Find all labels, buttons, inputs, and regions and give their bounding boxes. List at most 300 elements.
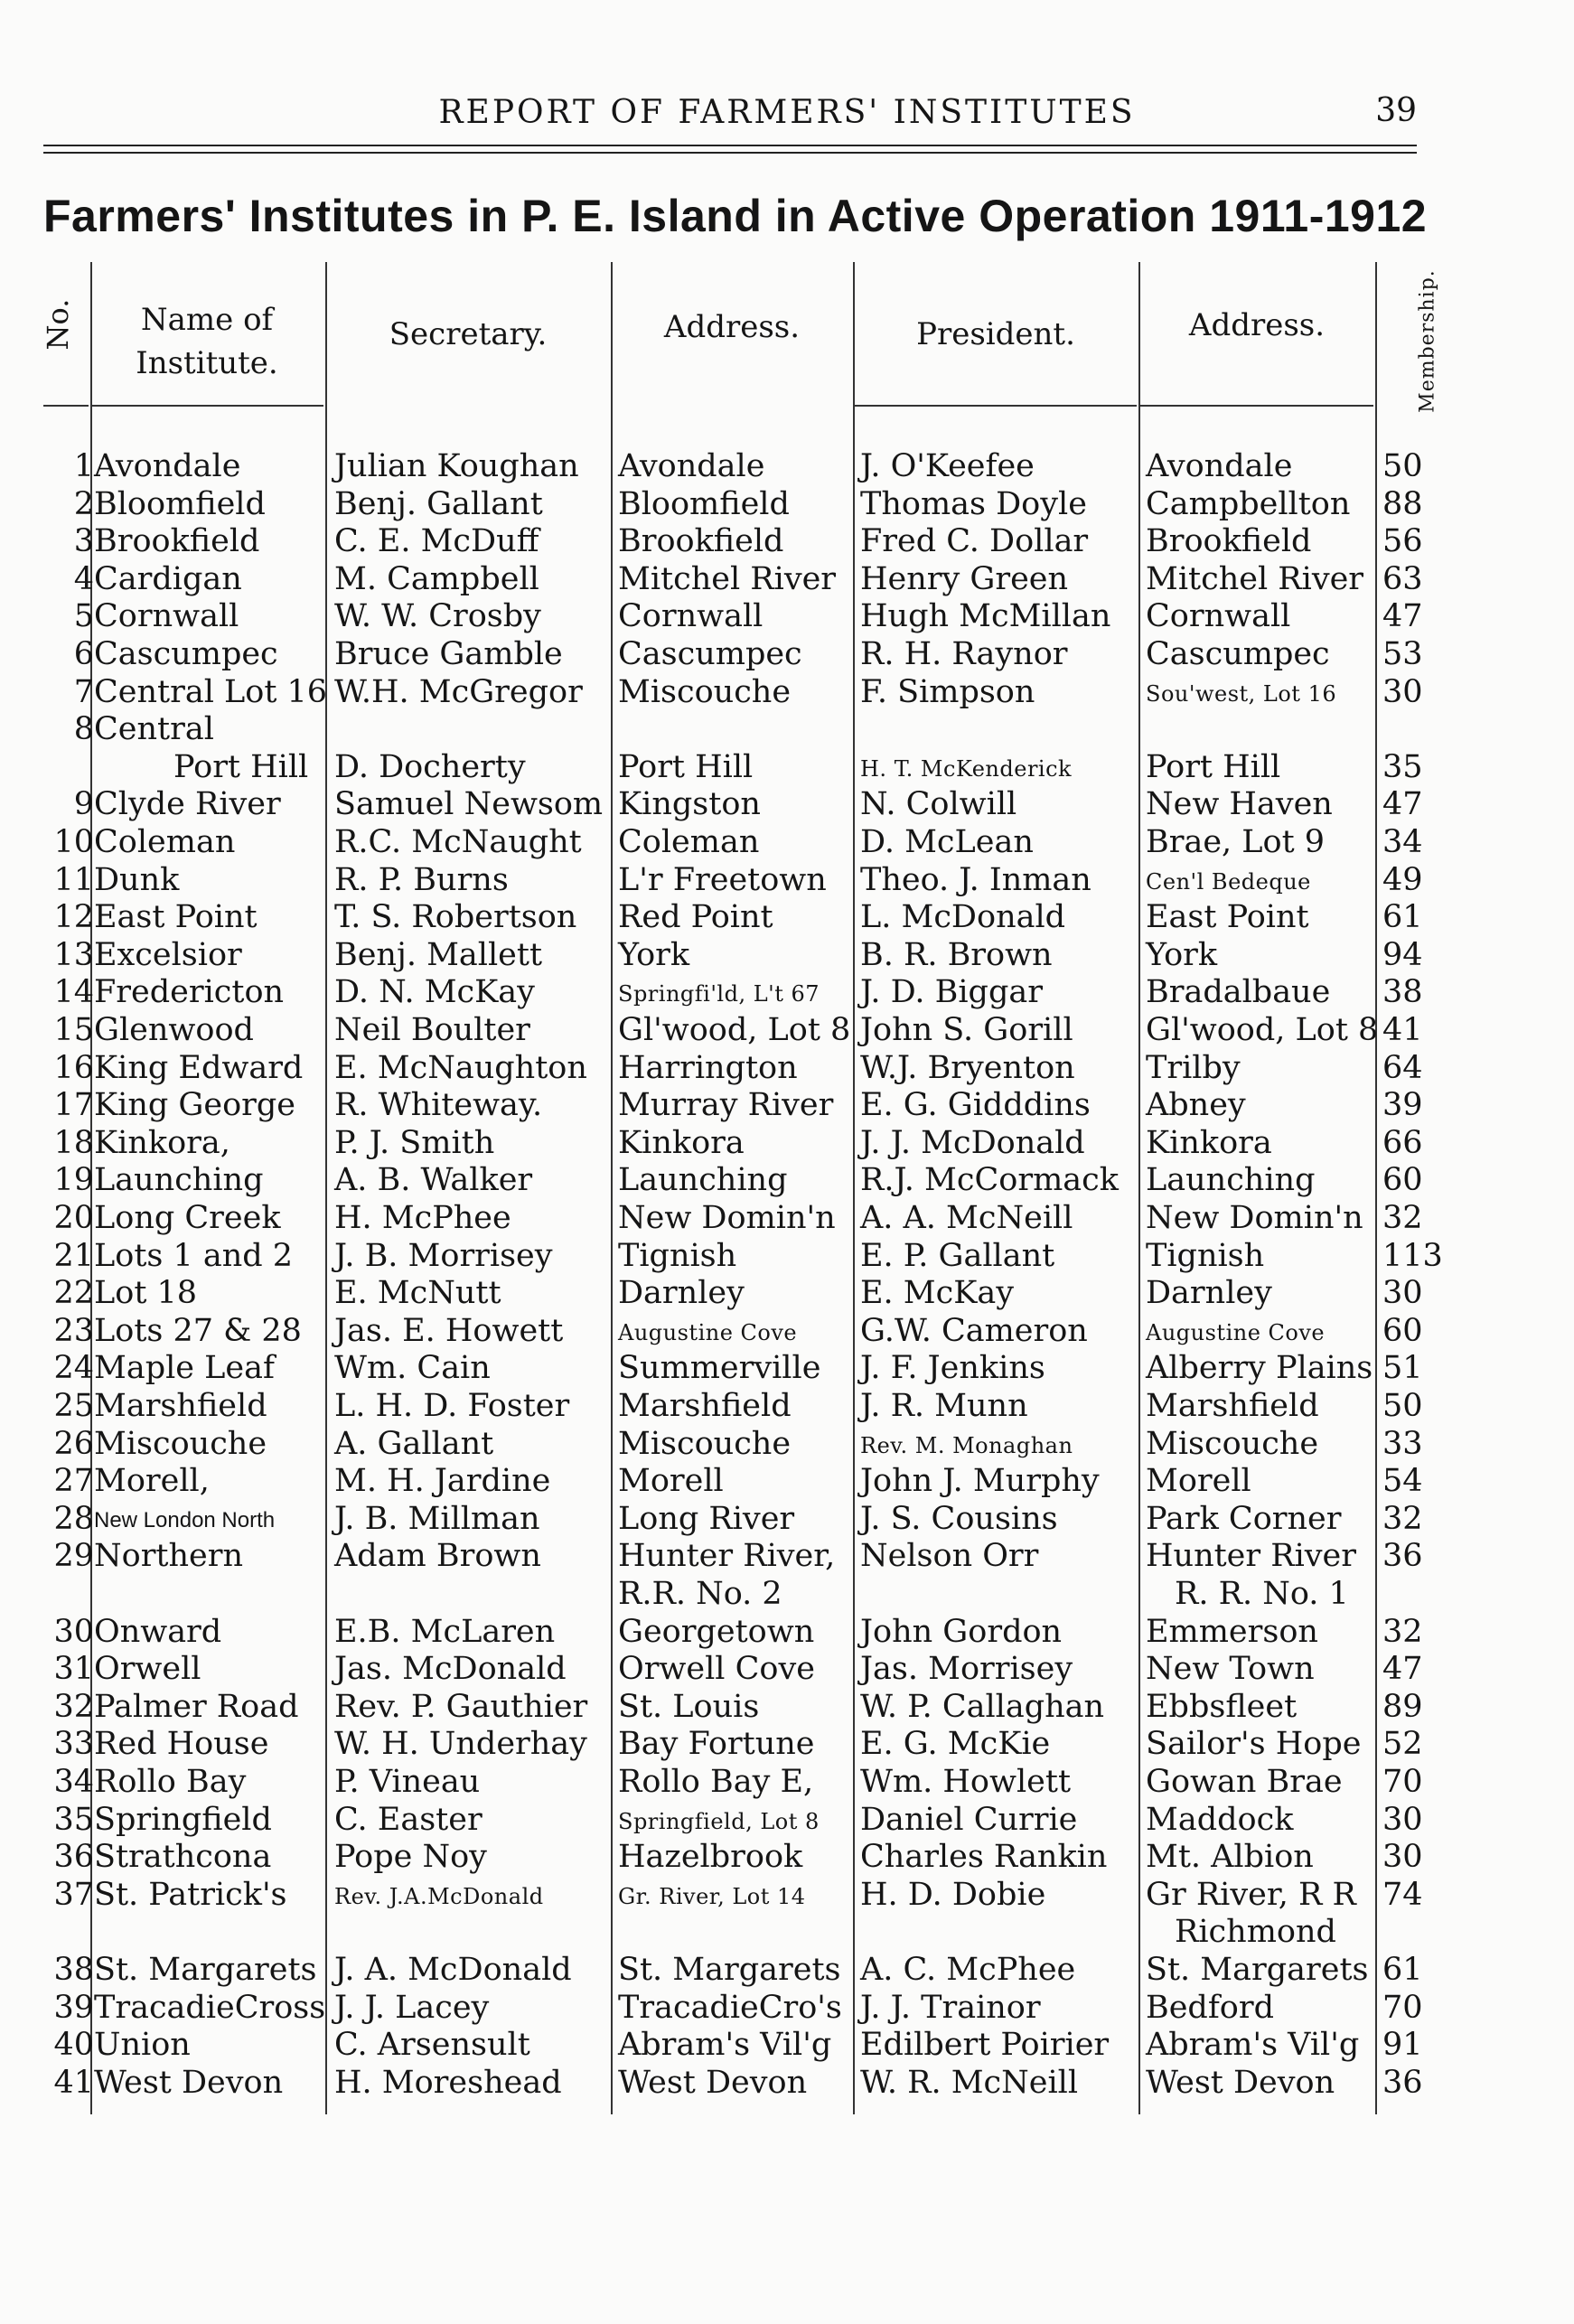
row-number: 25 — [53, 1388, 94, 1424]
membership-count: 89 — [1382, 1688, 1423, 1725]
president-name: A. C. McPhee — [860, 1952, 1076, 1988]
row-number: 6 — [73, 636, 94, 672]
table-row — [0, 561, 1574, 599]
secretary-name: L. H. D. Foster — [334, 1388, 570, 1424]
table-row — [0, 1576, 1574, 1614]
secretary-name: Jas. E. Howett — [334, 1312, 564, 1349]
table-row — [0, 1726, 1574, 1764]
secretary-name: Rev. J.A.McDonald — [334, 1883, 544, 1909]
membership-count: 53 — [1382, 636, 1423, 672]
institute-name: Onward — [94, 1613, 222, 1650]
row-number: 21 — [53, 1237, 94, 1274]
secretary-address: Long River — [618, 1500, 795, 1537]
secretary-address: Red Point — [618, 899, 773, 936]
president-address: Port Hill — [1146, 748, 1281, 785]
president-address: Abram's Vil'g — [1146, 2027, 1360, 2064]
institute-name: Rollo Bay — [94, 1764, 247, 1800]
institute-name: King George — [94, 1087, 296, 1124]
membership-count: 88 — [1382, 485, 1423, 522]
membership-count: 30 — [1382, 1801, 1423, 1838]
row-number: 27 — [53, 1463, 94, 1500]
institute-name: Red House — [94, 1726, 269, 1763]
president-address: Brae, Lot 9 — [1146, 824, 1326, 860]
row-number: 1 — [73, 448, 94, 484]
row-number: 36 — [53, 1839, 94, 1876]
institute-name: Central Lot 16 — [94, 673, 328, 710]
membership-count: 35 — [1382, 748, 1423, 785]
secretary-name: E.B. McLaren — [334, 1613, 556, 1650]
membership-count: 113 — [1382, 1237, 1443, 1274]
secretary-address: Springfield, Lot 8 — [618, 1808, 820, 1834]
table-row — [0, 1990, 1574, 2028]
header-underline — [92, 405, 323, 407]
president-name: J. R. Munn — [860, 1388, 1028, 1424]
membership-count: 61 — [1382, 1952, 1423, 1988]
secretary-name: H. Moreshead — [334, 2064, 562, 2101]
president-address: Trilby — [1146, 1049, 1241, 1086]
secretary-name: H. McPhee — [334, 1200, 511, 1236]
secretary-name: J. A. McDonald — [334, 1952, 572, 1988]
secretary-address: Augustine Cove — [618, 1319, 798, 1345]
president-name: F. Simpson — [860, 673, 1035, 710]
president-name: Fred C. Dollar — [860, 523, 1089, 560]
membership-count: 91 — [1382, 2027, 1423, 2064]
president-address: Cen'l Bedeque — [1146, 868, 1311, 895]
row-number: 7 — [73, 673, 94, 710]
table-row — [0, 937, 1574, 975]
institute-name: Dunk — [94, 861, 180, 898]
institute-name: TracadieCross — [94, 1989, 326, 2026]
row-number: 38 — [53, 1952, 94, 1988]
table-row — [0, 1952, 1574, 1990]
row-number: 9 — [73, 786, 94, 823]
row-number: 29 — [53, 1538, 94, 1575]
membership-count: 56 — [1382, 523, 1423, 560]
institute-name: Orwell — [94, 1651, 201, 1688]
secretary-address: Miscouche — [618, 673, 792, 710]
secretary-name: J. J. Lacey — [334, 1989, 490, 2026]
secretary-address: Hunter River, — [618, 1538, 836, 1575]
table-row — [0, 1463, 1574, 1501]
table-row — [0, 862, 1574, 900]
president-name: G.W. Cameron — [860, 1312, 1088, 1349]
secretary-address: West Devon — [618, 2064, 808, 2101]
president-name: Edilbert Poirier — [860, 2027, 1110, 2064]
president-name: Rev. M. Monaghan — [860, 1432, 1073, 1458]
membership-count: 39 — [1382, 1087, 1423, 1124]
row-number: 30 — [53, 1613, 94, 1650]
secretary-name: M. Campbell — [334, 560, 539, 597]
president-address: Marshfield — [1146, 1388, 1319, 1424]
secretary-name: P. Vineau — [334, 1764, 481, 1800]
institute-name: Clyde River — [94, 786, 281, 823]
header-rule-bottom — [43, 152, 1417, 154]
institute-name: Coleman — [94, 824, 236, 860]
secretary-address: Miscouche — [618, 1425, 792, 1462]
table-row — [0, 674, 1574, 712]
president-address: Sou'west, Lot 16 — [1146, 680, 1337, 707]
institute-name: Cornwall — [94, 598, 239, 635]
secretary-name: Samuel Newsom — [334, 786, 604, 823]
table-row — [0, 1313, 1574, 1351]
institute-name: Lot 18 — [94, 1275, 198, 1312]
membership-count: 70 — [1382, 1764, 1423, 1800]
row-number: 17 — [53, 1087, 94, 1124]
secretary-address: Bloomfield — [618, 485, 790, 522]
president-name: J. O'Keefee — [860, 448, 1035, 484]
secretary-address: St. Margarets — [618, 1952, 841, 1988]
institute-name: Springfield — [94, 1801, 272, 1838]
president-address: St. Margarets — [1146, 1952, 1369, 1988]
membership-count: 41 — [1382, 1012, 1423, 1048]
row-number: 12 — [53, 899, 94, 936]
secretary-name: R. Whiteway. — [334, 1087, 543, 1124]
president-address: Avondale — [1146, 448, 1293, 484]
membership-count: 32 — [1382, 1613, 1423, 1650]
table-row — [0, 1538, 1574, 1576]
membership-count: 38 — [1382, 974, 1423, 1011]
row-number: 28 — [53, 1500, 94, 1537]
column-header-name-line1: Name of — [140, 302, 274, 338]
membership-count: 70 — [1382, 1989, 1423, 2026]
secretary-address: Cornwall — [618, 598, 764, 635]
membership-count: 50 — [1382, 1388, 1423, 1424]
institute-name: West Devon — [94, 2064, 284, 2101]
institute-name: New London North — [94, 1507, 276, 1532]
president-address: Bedford — [1146, 1989, 1274, 2026]
president-name: E. G. Gidddins — [860, 1087, 1091, 1124]
president-name: B. R. Brown — [860, 936, 1053, 973]
secretary-address: Cascumpec — [618, 636, 802, 672]
table-row — [0, 711, 1574, 749]
secretary-name: C. Easter — [334, 1801, 483, 1838]
president-name: J. D. Biggar — [860, 974, 1043, 1011]
secretary-address: Kinkora — [618, 1124, 745, 1161]
header-underline — [855, 405, 1137, 407]
row-number: 40 — [53, 2027, 94, 2064]
institute-name: Cascumpec — [94, 636, 278, 672]
membership-count: 36 — [1382, 2064, 1423, 2101]
row-number: 8 — [73, 711, 94, 748]
institute-name: Glenwood — [94, 1012, 254, 1048]
president-name: Henry Green — [860, 560, 1069, 597]
institute-name: St. Margarets — [94, 1952, 317, 1988]
table-row — [0, 1764, 1574, 1802]
president-address: Mitchel River — [1146, 560, 1364, 597]
president-address: Gowan Brae — [1146, 1764, 1343, 1800]
membership-count: 66 — [1382, 1124, 1423, 1161]
membership-count: 61 — [1382, 899, 1423, 936]
row-number: 3 — [73, 523, 94, 560]
secretary-name: D. Docherty — [334, 748, 526, 785]
table-row — [0, 636, 1574, 674]
membership-count: 33 — [1382, 1425, 1423, 1462]
membership-count: 47 — [1382, 786, 1423, 823]
president-name: Wm. Howlett — [860, 1764, 1072, 1800]
institute-name: Avondale — [94, 448, 241, 484]
institute-name: Port Hill — [173, 748, 309, 785]
secretary-address: Abram's Vil'g — [618, 2027, 832, 2064]
president-address: Brookfield — [1146, 523, 1312, 560]
secretary-name: Jas. McDonald — [334, 1651, 567, 1688]
secretary-address: New Domin'n — [618, 1200, 836, 1236]
secretary-name: Rev. P. Gauthier — [334, 1688, 588, 1725]
table-row — [0, 749, 1574, 787]
row-number: 2 — [73, 485, 94, 522]
membership-count: 50 — [1382, 448, 1423, 484]
president-address: Sailor's Hope — [1146, 1726, 1362, 1763]
president-address: Morell — [1146, 1463, 1251, 1500]
table-row — [0, 1350, 1574, 1388]
secretary-address: York — [618, 936, 690, 973]
header-underline — [43, 405, 89, 407]
president-address: East Point — [1146, 899, 1309, 936]
secretary-name: M. H. Jardine — [334, 1463, 551, 1500]
secretary-name: J. B. Morrisey — [334, 1237, 553, 1274]
institute-name: Strathcona — [94, 1839, 272, 1876]
row-number: 35 — [53, 1801, 94, 1838]
membership-count: 34 — [1382, 824, 1423, 860]
row-number: 11 — [53, 861, 94, 898]
president-address: Cornwall — [1146, 598, 1291, 635]
president-name: Theo. J. Inman — [860, 861, 1091, 898]
institute-name: Union — [94, 2027, 191, 2064]
membership-count: 32 — [1382, 1500, 1423, 1537]
membership-count: 49 — [1382, 861, 1423, 898]
table-row — [0, 1087, 1574, 1125]
president-name: E. G. McKie — [860, 1726, 1051, 1763]
secretary-address: Summerville — [618, 1350, 821, 1387]
table-row — [0, 523, 1574, 561]
table-row — [0, 486, 1574, 524]
secretary-address: Mitchel River — [618, 560, 837, 597]
table-row — [0, 1238, 1574, 1276]
column-header-membership: Membership. — [1416, 269, 1439, 413]
row-number: 19 — [53, 1162, 94, 1199]
secretary-address: Kingston — [618, 786, 761, 823]
president-address: Gl'wood, Lot 8 — [1146, 1012, 1379, 1048]
membership-count: 30 — [1382, 673, 1423, 710]
secretary-address: L'r Freetown — [618, 861, 827, 898]
column-header-secretary: Secretary. — [389, 316, 548, 352]
row-number: 14 — [53, 974, 94, 1011]
president-name: John S. Gorill — [860, 1012, 1073, 1048]
secretary-address: Launching — [618, 1162, 788, 1199]
secretary-name: Neil Boulter — [334, 1012, 530, 1048]
row-number: 13 — [53, 936, 94, 973]
row-number: 26 — [53, 1425, 94, 1462]
president-address: Richmond — [1175, 1914, 1336, 1951]
president-name: J. J. Trainor — [860, 1989, 1041, 2026]
president-address: Emmerson — [1146, 1613, 1318, 1650]
column-header-name-line2: Institute. — [136, 345, 278, 381]
row-number: 10 — [53, 824, 94, 860]
secretary-address: St. Louis — [618, 1688, 760, 1725]
institute-name: St. Patrick's — [94, 1876, 287, 1913]
president-name: John J. Murphy — [860, 1463, 1100, 1500]
president-name: L. McDonald — [860, 899, 1066, 936]
institute-name: Miscouche — [94, 1425, 267, 1462]
president-name: Thomas Doyle — [860, 485, 1087, 522]
table-row — [0, 1162, 1574, 1200]
table-row — [0, 1914, 1574, 1952]
membership-count: 54 — [1382, 1463, 1423, 1500]
president-name: W.J. Bryenton — [860, 1049, 1075, 1086]
secretary-address: Harrington — [618, 1049, 798, 1086]
secretary-address: TracadieCro's — [618, 1989, 842, 2026]
secretary-name: Wm. Cain — [334, 1350, 491, 1387]
institute-name: Cardigan — [94, 560, 242, 597]
secretary-name: A. B. Walker — [334, 1162, 533, 1199]
president-address: Cascumpec — [1146, 636, 1330, 672]
row-number: 23 — [53, 1312, 94, 1349]
president-name: D. McLean — [860, 824, 1034, 860]
secretary-address: Coleman — [618, 824, 760, 860]
table-row — [0, 1275, 1574, 1313]
membership-count: 30 — [1382, 1839, 1423, 1876]
institute-name: Lots 27 & 28 — [94, 1312, 302, 1349]
president-name: J. F. Jenkins — [860, 1350, 1045, 1387]
column-header-address: Address. — [663, 309, 801, 345]
president-name: Daniel Currie — [860, 1801, 1078, 1838]
secretary-name: Pope Noy — [334, 1839, 487, 1876]
table-row — [0, 899, 1574, 937]
table-row — [0, 598, 1574, 636]
president-address: Park Corner — [1146, 1500, 1342, 1537]
secretary-address: Darnley — [618, 1275, 745, 1312]
president-address: Kinkora — [1146, 1124, 1272, 1161]
table-row — [0, 824, 1574, 862]
secretary-address: Murray River — [618, 1087, 834, 1124]
institute-name: Maple Leaf — [94, 1350, 275, 1387]
president-address: West Devon — [1146, 2064, 1335, 2101]
president-address: Campbellton — [1146, 485, 1351, 522]
president-name: John Gordon — [860, 1613, 1063, 1650]
table-row — [0, 1426, 1574, 1464]
president-name: Nelson Orr — [860, 1538, 1039, 1575]
row-number: 34 — [53, 1764, 94, 1800]
secretary-name: T. S. Robertson — [334, 899, 577, 936]
row-number: 5 — [73, 598, 94, 635]
secretary-name: C. Arsensult — [334, 2027, 530, 2064]
president-address: York — [1146, 936, 1218, 973]
table-row — [0, 1802, 1574, 1840]
secretary-name: E. McNaughton — [334, 1049, 587, 1086]
secretary-address: Georgetown — [618, 1613, 815, 1650]
column-header-name — [94, 298, 320, 385]
president-address: New Domin'n — [1146, 1200, 1363, 1236]
row-number: 37 — [53, 1876, 94, 1913]
institute-name: Northern — [94, 1538, 244, 1575]
secretary-name: Bruce Gamble — [334, 636, 563, 672]
row-number: 39 — [53, 1989, 94, 2026]
secretary-name: W.H. McGregor — [334, 673, 583, 710]
institute-name: Morell, — [94, 1463, 210, 1500]
institute-name: Palmer Road — [94, 1688, 299, 1725]
membership-count: 30 — [1382, 1275, 1423, 1312]
secretary-address: Springfi'ld, L't 67 — [618, 981, 820, 1007]
president-name: N. Colwill — [860, 786, 1017, 823]
president-address: Bradalbaue — [1146, 974, 1331, 1011]
membership-count: 94 — [1382, 936, 1423, 973]
table-row — [0, 1689, 1574, 1727]
table-row — [0, 1839, 1574, 1877]
secretary-address: Morell — [618, 1463, 724, 1500]
table-row — [0, 1200, 1574, 1238]
running-head: REPORT OF FARMERS' INSTITUTES — [438, 94, 1136, 131]
row-number: 31 — [53, 1651, 94, 1688]
table-row — [0, 448, 1574, 486]
president-address: Darnley — [1146, 1275, 1272, 1312]
institute-name: King Edward — [94, 1049, 304, 1086]
membership-count: 47 — [1382, 1651, 1423, 1688]
membership-count: 51 — [1382, 1350, 1423, 1387]
table-row — [0, 1877, 1574, 1915]
president-name: R.J. McCormack — [860, 1162, 1119, 1199]
secretary-name: Julian Koughan — [334, 448, 579, 484]
page-title: Farmers' Institutes in P. E. Island in Active Operation 1911-1912 — [43, 191, 1428, 241]
table-row — [0, 2027, 1574, 2065]
secretary-name: R.C. McNaught — [334, 824, 582, 860]
table-row — [0, 2065, 1574, 2103]
secretary-address: Port Hill — [618, 748, 754, 785]
secretary-name: C. E. McDuff — [334, 523, 539, 560]
president-address: Ebbsfleet — [1146, 1688, 1298, 1725]
institute-name: Kinkora, — [94, 1124, 230, 1161]
secretary-name: D. N. McKay — [334, 974, 535, 1011]
secretary-address: Gl'wood, Lot 8 — [618, 1012, 851, 1048]
president-name: W. P. Callaghan — [860, 1688, 1105, 1725]
president-address: New Haven — [1146, 786, 1333, 823]
president-name: H. D. Dobie — [860, 1876, 1046, 1913]
institute-name: Fredericton — [94, 974, 285, 1011]
president-address: Alberry Plains — [1146, 1350, 1373, 1387]
column-header-president: President. — [916, 316, 1075, 352]
institute-name: East Point — [94, 899, 258, 936]
president-address: New Town — [1146, 1651, 1315, 1688]
table-row — [0, 1125, 1574, 1163]
table-row — [0, 1388, 1574, 1426]
president-name: W. R. McNeill — [860, 2064, 1079, 2101]
table-row — [0, 1501, 1574, 1539]
president-address: Maddock — [1146, 1801, 1294, 1838]
column-header-address2: Address. — [1188, 307, 1326, 343]
president-name: E. P. Gallant — [860, 1237, 1055, 1274]
president-address: Launching — [1146, 1162, 1316, 1199]
membership-count: 32 — [1382, 1200, 1423, 1236]
row-number: 33 — [53, 1726, 94, 1763]
row-number: 24 — [53, 1350, 94, 1387]
membership-count: 60 — [1382, 1312, 1423, 1349]
row-number: 16 — [53, 1049, 94, 1086]
membership-count: 47 — [1382, 598, 1423, 635]
header-underline — [1140, 405, 1373, 407]
membership-count: 64 — [1382, 1049, 1423, 1086]
secretary-address: Bay Fortune — [618, 1726, 815, 1763]
membership-count: 74 — [1382, 1876, 1423, 1913]
table-row — [0, 1050, 1574, 1088]
institute-name: Launching — [94, 1162, 264, 1199]
president-name: H. T. McKenderick — [860, 755, 1073, 782]
membership-count: 63 — [1382, 560, 1423, 597]
president-address: Mt. Albion — [1146, 1839, 1314, 1876]
president-name: E. McKay — [860, 1275, 1015, 1312]
president-address: R. R. No. 1 — [1175, 1576, 1349, 1612]
president-address: Abney — [1146, 1087, 1246, 1124]
row-number: 15 — [53, 1012, 94, 1048]
row-number: 22 — [53, 1275, 94, 1312]
membership-count: 52 — [1382, 1726, 1423, 1763]
